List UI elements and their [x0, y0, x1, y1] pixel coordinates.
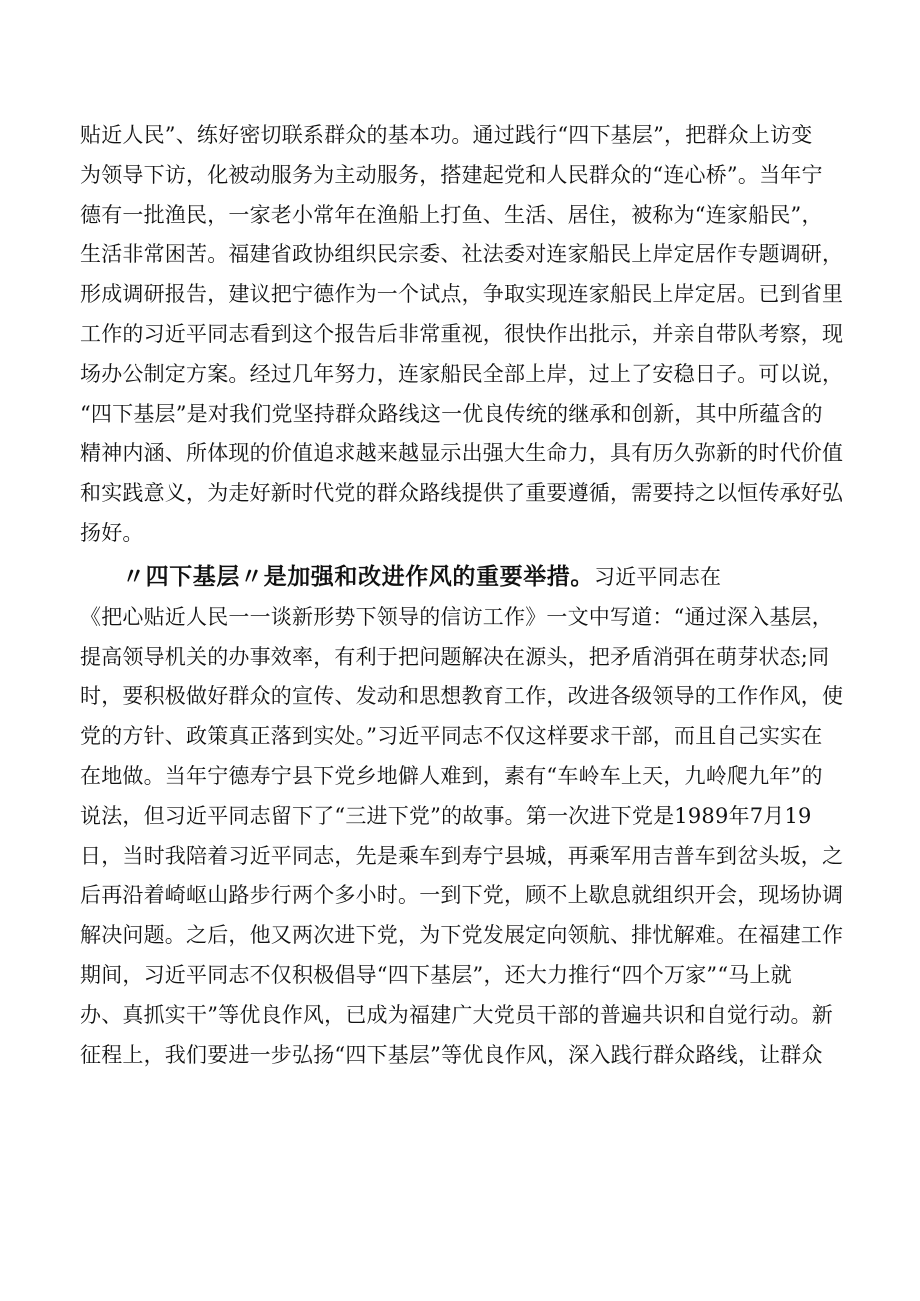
text-line: 扬好。 — [80, 520, 144, 545]
text-line: 贴近人民”、练好密切联系群众的基本功。通过践行“四下基层”，把群众上访变 — [80, 123, 813, 147]
text-line: 党的方针、政策真正落到实处。”习近平同志不仅这样要求干部，而且自己实实在 — [80, 724, 823, 749]
text-line: 在地做。当年宁德寿宁县下党乡地僻人难到，素有“车岭车上天，九岭爬九年”的 — [80, 763, 823, 788]
text-line: 和实践意义，为走好新时代党的群众路线提供了重要遵循，需要持之以恒传承好弘 — [80, 481, 844, 506]
text-line: 说法，但习近平同志留下了“三进下党”的故事。第一次进下党是1989年7月19 — [80, 803, 812, 828]
document-body — [80, 116, 860, 1075]
text-line: 后再沿着崎岖山路步行两个多小时。一到下党，顾不上歇息就组织开会，现场协调 — [80, 883, 844, 908]
text-line: 形成调研报告，建议把宁德作为一个试点，争取实现连家船民上岸定居。已到省里 — [80, 282, 844, 307]
text-line: 办、真抓实干”等优良作风，已成为福建广大党员干部的普遍共识和自觉行动。新 — [80, 1002, 833, 1027]
text-line: 精神内涵、所体现的价值追求越来越显示出强大生命力，具有历久弥新的时代价值 — [80, 441, 844, 466]
text-line: 德有一批渔民，一家老小常年在渔船上打鱼、生活、居住，被称为“连家船民”， — [80, 202, 823, 227]
text-line: 为领导下访，化被动服务为主动服务，搭建起党和人民群众的“连心桥”。当年宁 — [80, 162, 823, 187]
text-line: 提高领导机关的办事效率，有利于把问题解决在源头，把矛盾消弭在萌芽状态;同 — [80, 644, 830, 669]
text-line: 解决问题。之后，他又两次进下党，为下党发展定向领航、排忧解难。在福建工作 — [80, 923, 844, 948]
section-heading-line — [80, 554, 860, 598]
text-line: 场办公制定方案。经过几年努力，连家船民全部上岸，过上了安稳日子。可以说， — [80, 361, 844, 386]
text-line: 时，要积极做好群众的宣传、发动和思想教育工作，改进各级领导的工作作风，使 — [80, 684, 844, 709]
heading-line-tail: 习近平同志在 — [594, 564, 722, 589]
text-line: 征程上，我们要进一步弘扬“四下基层”等优良作风，深入践行群众路线，让群众 — [80, 1042, 823, 1067]
text-line: 《把心贴近人民一一谈新形势下领导的信访工作》一文中写道：“通过深入基层， — [80, 604, 833, 629]
section-heading: 〃四下基层〃是加强和改进作风的重要举措。 — [122, 562, 594, 590]
text-line: 生活非常困苦。福建省政协组织民宗委、社法委对连家船民上岸定居作专题调研， — [80, 242, 844, 267]
text-line: “四下基层”是对我们党坚持群众路线这一优良传统的继承和创新，其中所蕴含的 — [80, 401, 823, 426]
text-line: 工作的习近平同志看到这个报告后非常重视，很快作出批示，并亲自带队考察，现 — [80, 321, 844, 346]
text-line: 期间，习近平同志不仅积极倡导“四下基层”，还大力推行“四个万家”“马上就 — [80, 962, 792, 987]
text-line: 日，当时我陪着习近平同志，先是乘车到寿宁县城，再乘军用吉普车到岔头坂，之 — [80, 843, 844, 868]
